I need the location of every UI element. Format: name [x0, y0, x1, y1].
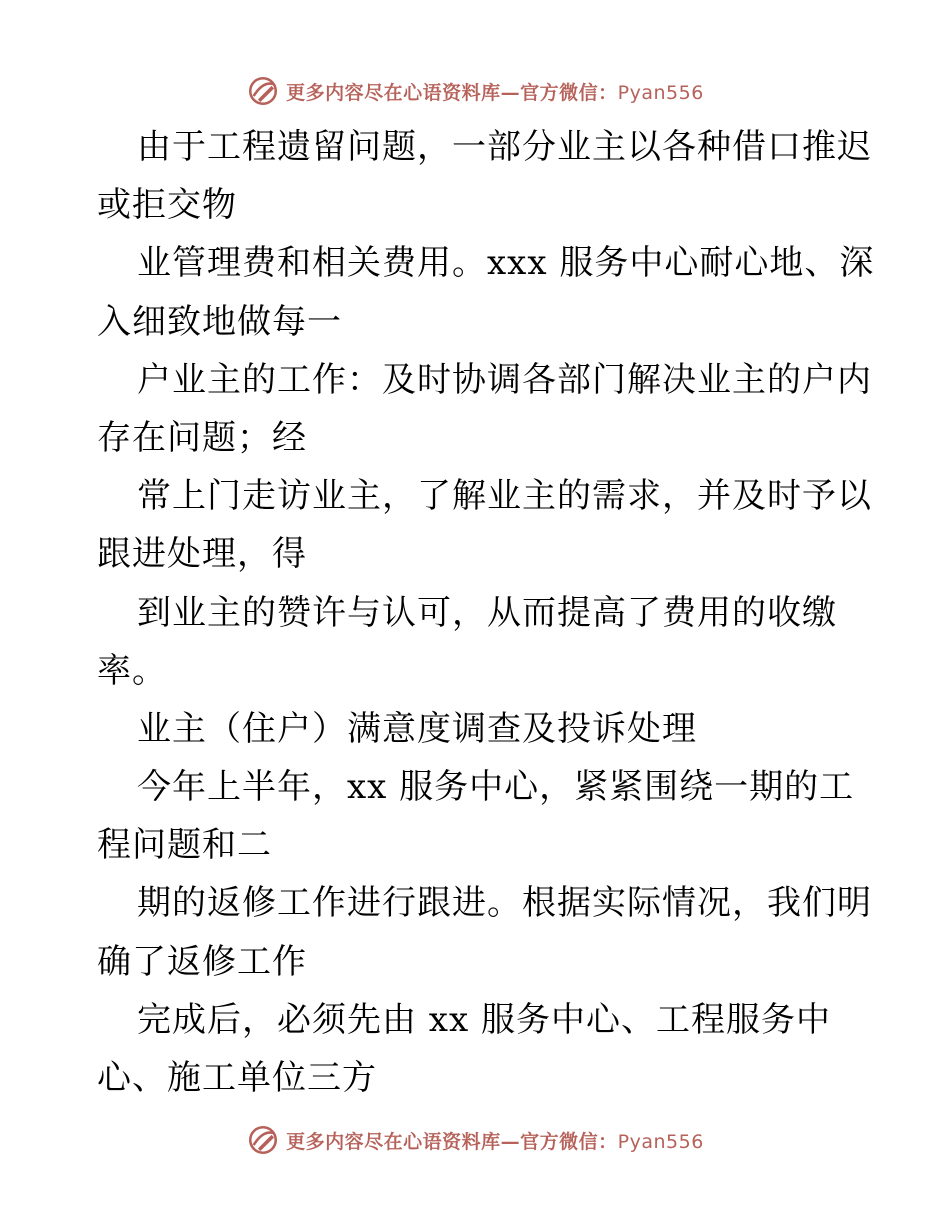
paragraph-line: 完成后，必须先由 xx 服务中心、工程服务中: [137, 999, 831, 1040]
paragraph-line: 心、施工单位三方: [97, 1058, 377, 1098]
paragraph-line: 到业主的赞许与认可，从而提高了费用的收缴: [137, 592, 837, 633]
paragraph-line: 或拒交物: [97, 185, 237, 226]
paragraph-line: 入细致地做每一: [97, 301, 342, 342]
header-text: 更多内容尽在心语资料库—官方微信：Pyan556: [286, 81, 704, 104]
paragraph-line: 常上门走访业主，了解业主的需求，并及时予以: [137, 476, 872, 517]
section-heading: 业主（住户）满意度调查及投诉处理: [137, 708, 697, 749]
logo-icon: [246, 1123, 280, 1157]
header-banner: [0, 71, 950, 111]
footer-text: 更多内容尽在心语资料库—官方微信：Pyan556: [286, 1130, 704, 1153]
paragraph-line: 业管理费和相关费用。xxx 服务中心耐心地、深: [137, 243, 875, 284]
paragraph-line: 确了返修工作: [97, 941, 307, 982]
document-body: [97, 118, 875, 1107]
paragraph-line: 跟进处理，得: [97, 534, 307, 575]
paragraph-line: 今年上半年，xx 服务中心，紧紧围绕一期的工: [137, 767, 855, 808]
paragraph-line: 期的返修工作进行跟进。根据实际情况，我们明: [137, 883, 872, 924]
paragraph-line: 户业主的工作：及时协调各部门解决业主的户内: [137, 359, 872, 400]
paragraph-line: 程问题和二: [97, 825, 272, 866]
footer-banner: [0, 1120, 950, 1160]
paragraph-line: 存在问题；经: [97, 417, 307, 458]
paragraph-line: 率。: [97, 650, 167, 691]
logo-icon: [246, 74, 280, 108]
paragraph-line: 由于工程遗留问题，一部分业主以各种借口推迟: [137, 127, 872, 167]
